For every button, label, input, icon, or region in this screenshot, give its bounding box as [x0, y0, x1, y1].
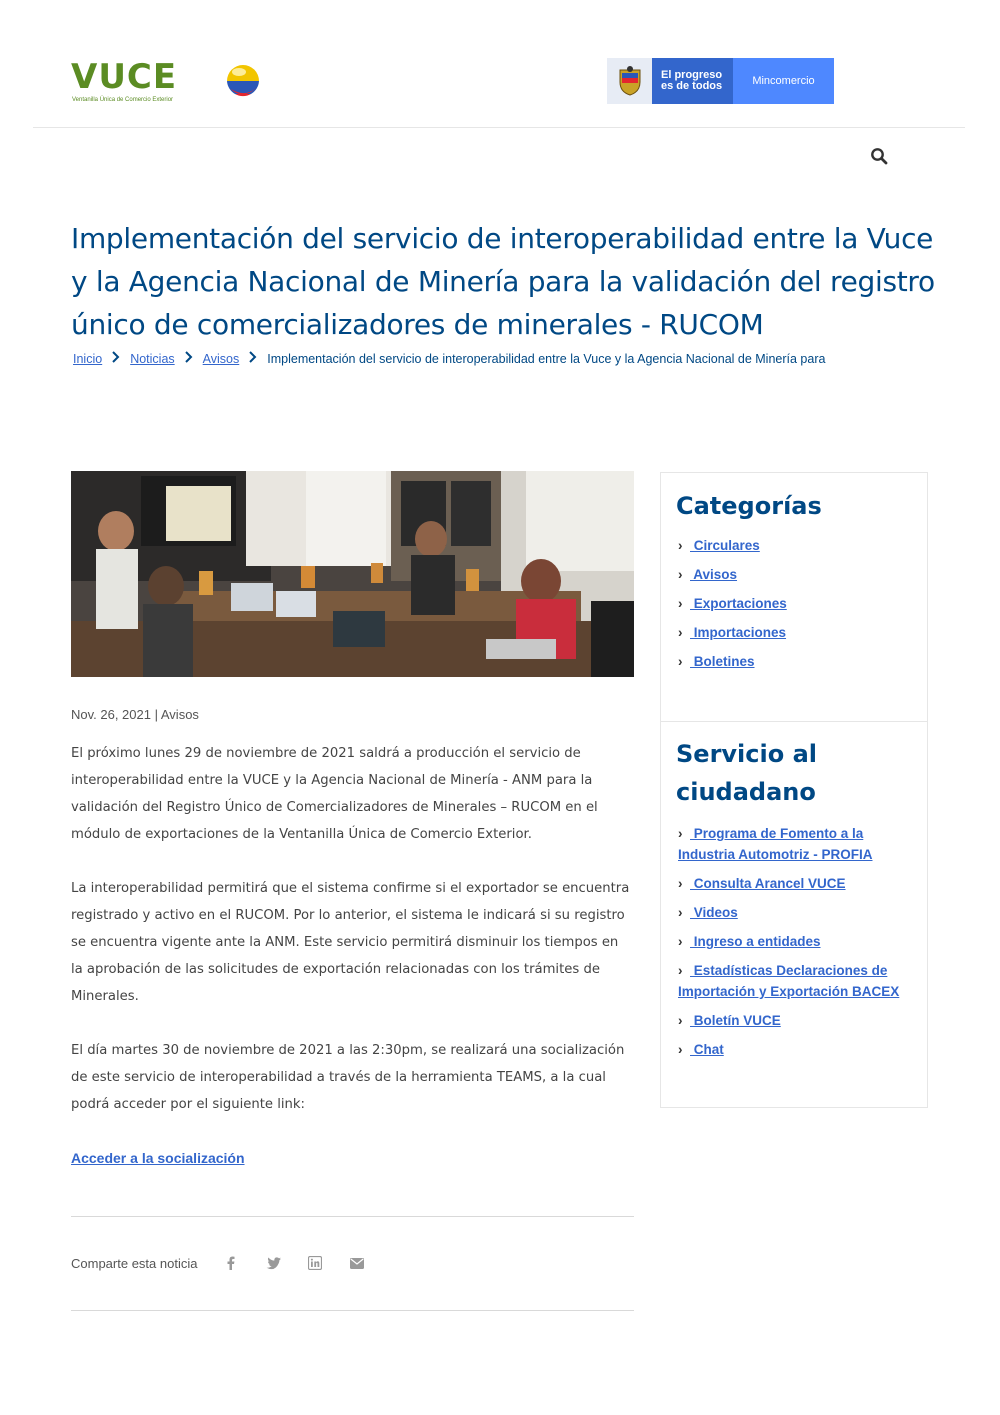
search-icon[interactable]	[870, 147, 890, 167]
category-link-circulares[interactable]: Circulares	[690, 538, 760, 553]
breadcrumb	[73, 351, 953, 366]
linkedin-icon[interactable]	[307, 1255, 323, 1271]
twitter-icon[interactable]	[265, 1255, 281, 1271]
chevron-right-icon: ›	[678, 625, 683, 640]
facebook-icon[interactable]	[223, 1255, 239, 1271]
chevron-right-icon: ›	[678, 1013, 683, 1028]
article-meta: Nov. 26, 2021 | Avisos	[71, 707, 199, 722]
government-banner[interactable]	[607, 58, 834, 104]
chevron-right-icon: ›	[678, 1042, 683, 1057]
chevron-right-icon	[184, 351, 194, 366]
category-link-boletines[interactable]: Boletines	[690, 654, 755, 669]
article-body	[71, 740, 634, 1145]
share-label: Comparte esta noticia	[71, 1255, 198, 1271]
chevron-right-icon: ›	[678, 934, 683, 949]
chevron-right-icon: ›	[678, 826, 683, 841]
chevron-right-icon: ›	[678, 538, 683, 553]
service-link-bacex[interactable]: Estadísticas Declaraciones de Importación y Exportación BACEX	[678, 963, 900, 999]
citizen-service-section	[661, 735, 927, 1068]
breadcrumb-current: Implementación del servicio de interoperabilidad entre la Vuce y la Agencia Nacional de Minería para	[267, 351, 826, 366]
article-photo	[71, 471, 634, 677]
service-link-chat[interactable]: Chat	[690, 1042, 724, 1057]
divider	[71, 1310, 634, 1311]
article-paragraph: El próximo lunes 29 de noviembre de 2021 saldrá a producción el servicio de interoperabilidad entre la VUCE y la Agencia Nacional de Minería - ANM para la validación del Registro Único de Comercializadores de Minerales – RUCOM en el módulo de exportaciones de la Ventanilla Única de Comercio Exterior.	[71, 746, 598, 842]
service-link-videos[interactable]: Videos	[690, 905, 738, 920]
envelope-icon[interactable]	[349, 1255, 365, 1271]
coat-of-arms-icon	[607, 58, 652, 104]
chevron-right-icon: ›	[678, 963, 683, 978]
category-link-avisos[interactable]: Avisos	[690, 567, 738, 582]
logo-text: VUCE	[71, 57, 178, 97]
gov-slogan-line1: El progreso	[661, 69, 723, 81]
categories-list	[678, 535, 927, 672]
list-item	[678, 902, 918, 923]
colombia-ball-icon	[223, 59, 263, 103]
list-item	[678, 960, 918, 1002]
list-item	[678, 564, 927, 585]
list-item	[678, 535, 927, 556]
breadcrumb-home[interactable]: Inicio	[73, 351, 103, 366]
article-paragraph: La interoperabilidad permitirá que el sistema confirme si el exportador se encuentra registrado y activo en el RUCOM. Por lo anterior, el sistema le indicará si su registro se encuentra vigente ante la ANM. Este servicio permitirá disminuir los tiempos en la aprobación de las solicitudes de exportación relacionadas con los trámites de Minerales.	[71, 881, 630, 1004]
logo-subtitle: Ventanilla Única de Comercio Exterior	[72, 97, 174, 103]
breadcrumb-news[interactable]: Noticias	[130, 351, 175, 366]
gov-slogan	[652, 58, 733, 104]
share-bar	[71, 1254, 391, 1272]
categories-section	[661, 487, 927, 680]
chevron-right-icon: ›	[678, 654, 683, 669]
service-link-arancel[interactable]: Consulta Arancel VUCE	[690, 876, 846, 891]
list-item	[678, 593, 927, 614]
chevron-right-icon: ›	[678, 905, 683, 920]
divider	[71, 1216, 634, 1217]
chevron-right-icon	[248, 351, 258, 366]
chevron-right-icon: ›	[678, 876, 683, 891]
chevron-right-icon: ›	[678, 596, 683, 611]
category-link-importaciones[interactable]: Importaciones	[690, 625, 787, 640]
gov-slogan-line2: es de todos	[661, 80, 723, 92]
service-link-boletin[interactable]: Boletín VUCE	[690, 1013, 781, 1028]
list-item	[678, 1010, 918, 1031]
divider	[661, 721, 927, 722]
chevron-right-icon	[111, 351, 121, 366]
list-item	[678, 823, 918, 865]
service-link-entidades[interactable]: Ingreso a entidades	[690, 934, 821, 949]
list-item	[678, 1039, 918, 1060]
list-item	[678, 873, 918, 894]
ministry-label: Mincomercio	[733, 58, 834, 104]
list-item	[678, 931, 918, 952]
categories-title: Categorías	[676, 492, 822, 520]
article-paragraph: El día martes 30 de noviembre de 2021 a las 2:30pm, se realizará una socialización de este servicio de interoperabilidad a través de la herramienta TEAMS, a la cual podrá acceder por el siguiente link:	[71, 1043, 625, 1112]
citizen-service-list	[678, 823, 918, 1060]
breadcrumb-notices[interactable]: Avisos	[202, 351, 240, 366]
vuce-logo[interactable]	[71, 56, 231, 108]
chevron-right-icon: ›	[678, 567, 683, 582]
list-item	[678, 622, 927, 643]
category-link-exportaciones[interactable]: Exportaciones	[690, 596, 787, 611]
sidebar	[660, 472, 928, 1108]
access-socialization-link[interactable]: Acceder a la socialización	[71, 1150, 245, 1166]
site-header	[33, 0, 965, 128]
list-item	[678, 651, 927, 672]
page-title: Implementación del servicio de interoperabilidad entre la Vuce y la Agencia Nacional de Minería para la validación del registro único de comercializadores de minerales - RUCOM	[71, 222, 935, 341]
service-link-profia[interactable]: Programa de Fomento a la Industria Automotriz - PROFIA	[678, 826, 873, 862]
citizen-service-title: Servicio al ciudadano	[676, 740, 817, 806]
